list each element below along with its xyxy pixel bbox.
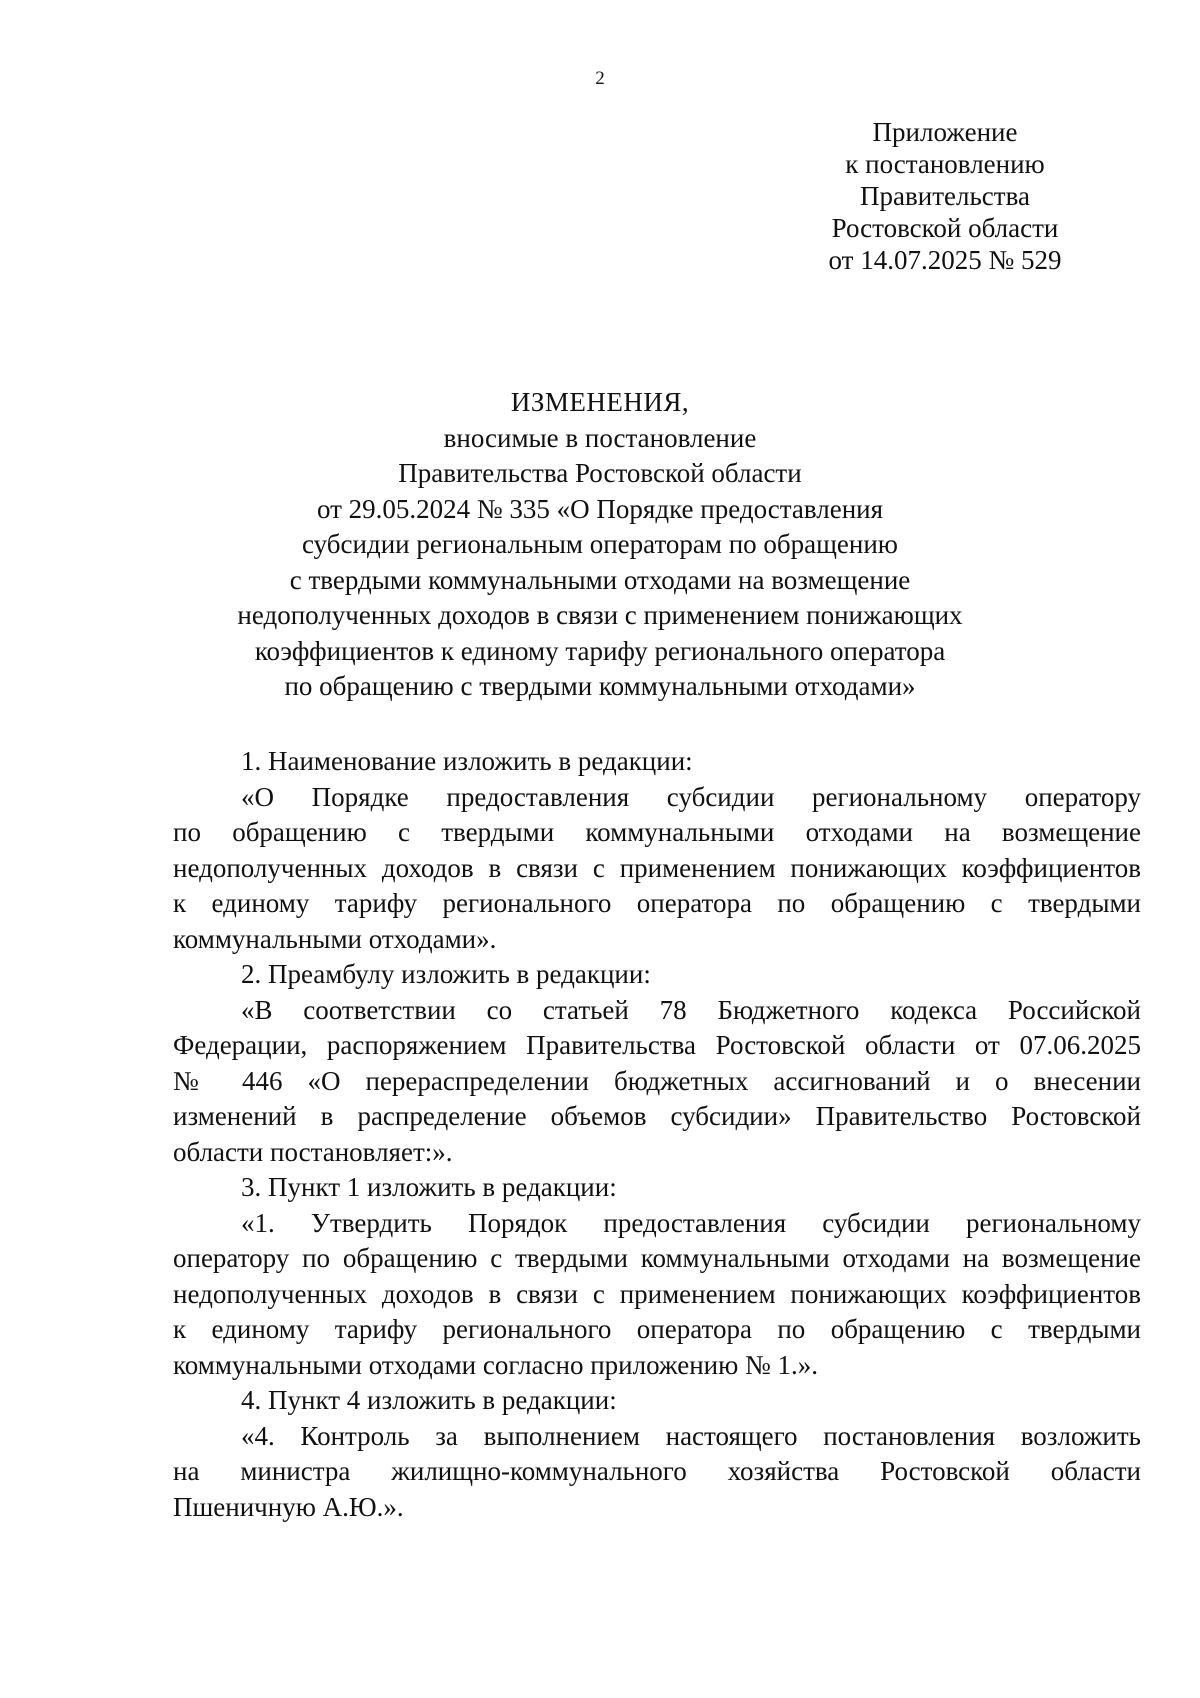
heading-line: с твердыми коммунальными отходами на возмещение	[289, 564, 911, 595]
body-line: на министра жилищно-коммунального хозяйства Ростовской области	[173, 1456, 1141, 1486]
appendix-line: Правительства	[860, 181, 1030, 211]
heading-line: субсидии региональным операторам по обращению	[302, 529, 898, 559]
body-line: «О Порядке предоставления субсидии региональному оператору	[241, 781, 1141, 812]
body-line: Пшеничную А.Ю.».	[173, 1491, 404, 1522]
body-line: к единому тарифу регионального оператора по обращению с твердыми	[173, 1314, 1141, 1344]
appendix-date-number: от 14.07.2025 № 529	[828, 245, 1062, 275]
heading-line: вносимые в постановление	[443, 422, 757, 453]
body-line: «1. Утвердить Порядок предоставления субсидии региональному	[241, 1207, 1141, 1238]
body-line: 4. Пункт 4 изложить в редакции:	[241, 1385, 617, 1415]
heading-line: по обращению с твердыми коммунальными отходами»	[284, 671, 916, 701]
appendix-line: Приложение	[872, 117, 1018, 147]
heading-line: Правительства Ростовской области	[398, 458, 802, 488]
body-line: «4. Контроль за выполнением настоящего постановления возложить	[241, 1420, 1141, 1451]
appendix-line: к постановлению	[845, 149, 1045, 179]
body-line: недополученных доходов в связи с применением понижающих коэффициентов	[173, 1278, 1141, 1309]
body-line: изменений в распределение объемов субсидии» Правительство Ростовской	[173, 1101, 1141, 1131]
heading-line: коэффициентов к единому тарифу регионального оператора	[254, 635, 946, 666]
body-line: 1. Наименование изложить в редакции:	[241, 746, 693, 776]
body-line: 3. Пункт 1 изложить в редакции:	[241, 1172, 617, 1202]
heading-line: недополученных доходов в связи с применением понижающих	[237, 600, 963, 630]
body-line: оператору по обращению с твердыми коммунальными отходами на возмещение	[173, 1243, 1141, 1273]
body-line: «В соответствии со статьей 78 Бюджетного кодекса Российской	[241, 994, 1141, 1025]
body-line: № 446 «О перераспределении бюджетных ассигнований и о внесении	[173, 1065, 1141, 1096]
document-heading	[170, 385, 1030, 705]
appendix-line: Ростовской области	[831, 213, 1059, 243]
appendix-block	[780, 116, 1110, 276]
body-line: области постановляет:».	[173, 1136, 453, 1167]
body-line: коммунальными отходами».	[173, 923, 497, 954]
body-line: к единому тарифу регионального оператора по обращению с твердыми	[173, 888, 1141, 918]
body-line: недополученных доходов в связи с применением понижающих коэффициентов	[173, 852, 1141, 883]
page-number: 2	[595, 68, 605, 89]
heading-line: от 29.05.2024 № 335 «О Порядке предоставления	[316, 493, 884, 524]
body-line: по обращению с твердыми коммунальными отходами на возмещение	[173, 817, 1141, 847]
document-title: ИЗМЕНЕНИЯ,	[510, 387, 690, 417]
body-line: 2. Преамбулу изложить в редакции:	[241, 959, 651, 989]
body-line: Федерации, распоряжением Правительства Ростовской области от 07.06.2025	[173, 1030, 1141, 1060]
body-line: коммунальными отходами согласно приложению № 1.».	[173, 1349, 819, 1380]
document-body	[173, 744, 1141, 1525]
